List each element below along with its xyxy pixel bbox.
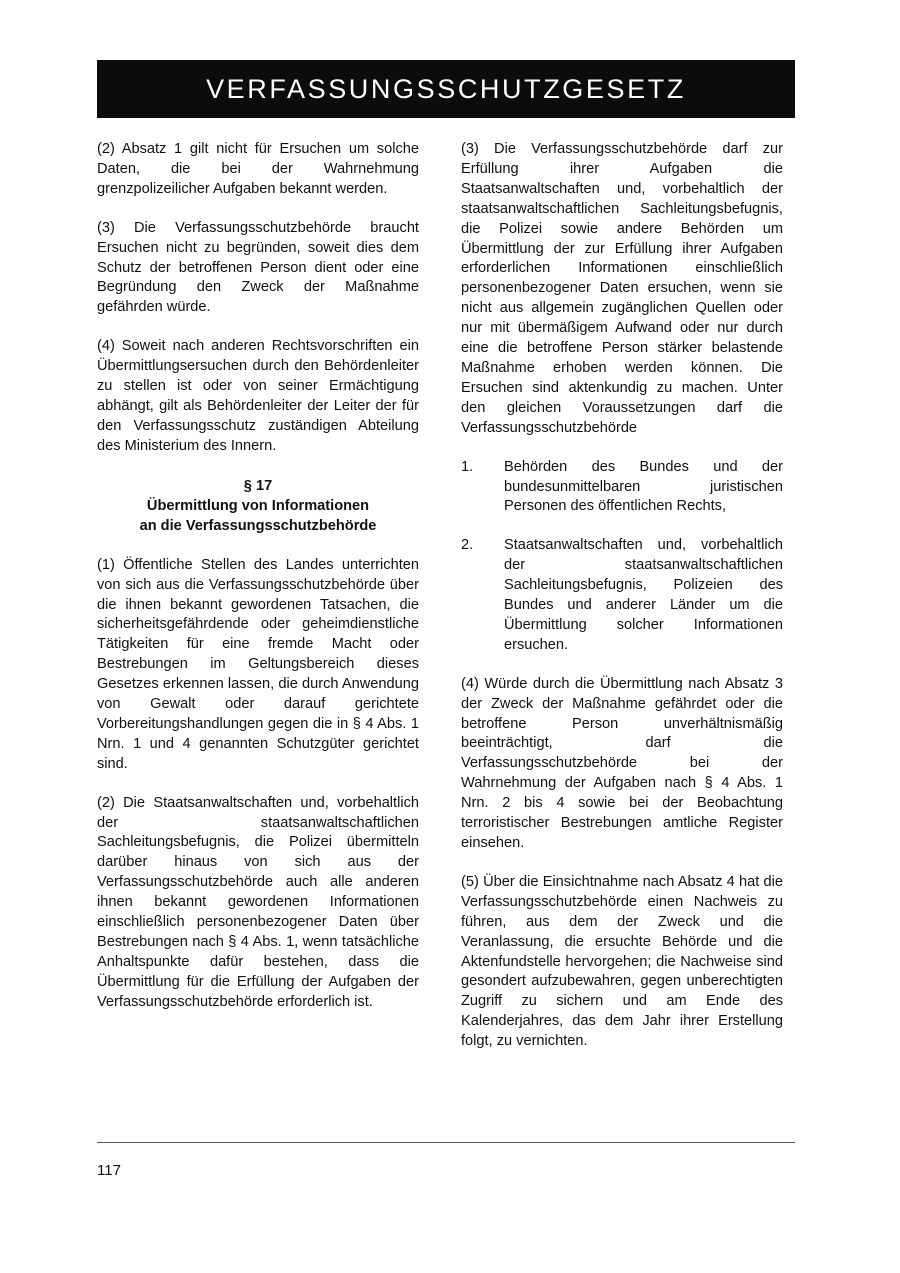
list-item-text: Staatsanwaltschaften und, vorbehaltlich der staatsanwaltschaftlichen Sachleitungsbefugnis, Polizeien des Bundes und anderer Länder um die Übermittlung solcher Informationen ersuchen.: [504, 537, 783, 653]
section-heading: [97, 476, 419, 536]
paragraph-3: (3) Die Verfassungsschutzbehörde braucht Ersuchen nicht zu begründen, soweit dies dem Schutz der betroffenen Person dient oder eine Begründung den Zweck der Maßnahme gefährden würde.: [97, 219, 419, 316]
document-header-bar: [97, 60, 795, 118]
section-number: § 17: [243, 477, 273, 494]
list-item: [461, 536, 783, 655]
page-number: 117: [97, 1162, 121, 1179]
list-item-number: 2.: [461, 537, 474, 554]
paragraph-4: (4) Soweit nach anderen Rechtsvorschriften ein Übermittlungsersuchen durch den Behördenleiter zu stellen ist oder von seiner Ermächtigung abhängt, gilt als Behördenleiter der Leiter der für den Verfassungsschutz zuständigen Abteilung des Ministerium des Innern.: [97, 338, 419, 454]
list-item: [461, 458, 783, 518]
right-column: [461, 140, 783, 1071]
section-17-paragraph-2: (2) Die Staatsanwaltschaften und, vorbehaltlich der staatsanwaltschaftlichen Sachleitungsbefugnis, die Polizei übermitteln darüber hinaus von sich aus der Verfassungsschutzbehörde auch alle anderen ihnen bekannt gewordenen Informationen einschließlich personenbezogener Daten über Bestrebungen nach § 4 Abs. 1, wenn tatsächliche Anhaltspunkte dafür bestehen, dass die Übermittlung für die Erfüllung der Aufgaben der Verfassungsschutzbehörde erforderlich ist.: [97, 794, 419, 1010]
section-title-line-1: Übermittlung von Informationen: [146, 497, 370, 514]
section-17-paragraph-5: (5) Über die Einsichtnahme nach Absatz 4 hat die Verfassungsschutzbehörde einen Nachweis zu führen, aus dem der Zweck und die Veranlassung, die ersuchte Behörde und die Aktenfundstelle hervorgehen; die Nachweise sind gesondert aufzubewahren, gegen unberechtigten Zugriff zu sichern und am Ende des Kalenderjahres, das dem Jahr ihrer Erstellung folgt, zu vernichten.: [461, 873, 783, 1050]
left-column: [97, 140, 419, 1032]
section-17-paragraph-4: (4) Würde durch die Übermittlung nach Absatz 3 der Zweck der Maßnahme gefährdet oder die betroffene Person unverhältnismäßig beeinträchtigt, darf die Verfassungsschutzbehörde bei der Wahrnehmung der Aufgaben nach § 4 Abs. 1 Nrn. 2 bis 4 sowie bei der Beobachtung terroristischer Bestrebungen amtliche Register einsehen.: [461, 675, 783, 851]
section-title-line-2: an die Verfassungsschutzbehörde: [139, 517, 377, 534]
paragraph-2: (2) Absatz 1 gilt nicht für Ersuchen um solche Daten, die bei der Wahrnehmung grenzpolizeilicher Aufgaben bekannt werden.: [97, 141, 419, 197]
document-title: VERFASSUNGSSCHUTZGESETZ: [206, 73, 686, 104]
footer-divider: [97, 1142, 795, 1143]
list-item-number: 1.: [461, 458, 474, 475]
section-17-paragraph-3: (3) Die Verfassungsschutzbehörde darf zur Erfüllung ihrer Aufgaben die Staatsanwaltschaften und, vorbehaltlich der staatsanwaltschaftlichen Sachleitungsbefugnis, die Polizei sowie andere Behörden um Übermittlung der zur Erfüllung ihrer Aufgaben erforderlichen Informationen einschließlich personenbezogener Daten ersuchen, wenn sie nicht aus allgemein zugänglichen Quellen oder nur mit übermäßigem Aufwand oder nur durch eine die betroffene Person stärker belastende Maßnahme erhoben werden können. Die Ersuchen sind aktenkundig zu machen. Unter den gleichen Voraussetzungen darf die Verfassungsschutzbehörde: [461, 141, 783, 436]
list-item-text: Behörden des Bundes und der bundesunmittelbaren juristischen Personen des öffentlichen Rechts,: [504, 458, 783, 515]
section-17-paragraph-1: (1) Öffentliche Stellen des Landes unterrichten von sich aus die Verfassungsschutzbehörde über die ihnen bekannt gewordenen Tatsachen, die sicherheitsgefährdende oder geheimdienstliche Tätigkeiten für eine fremde Macht oder Bestrebungen im Geltungsbereich dieses Gesetzes erkennen lassen, die durch Anwendung von Gewalt oder darauf gerichtete Vorbereitungshandlungen gegen die in § 4 Abs. 1 Nrn. 1 und 4 genannten Schutzgüter gerichtet sind.: [97, 556, 419, 772]
